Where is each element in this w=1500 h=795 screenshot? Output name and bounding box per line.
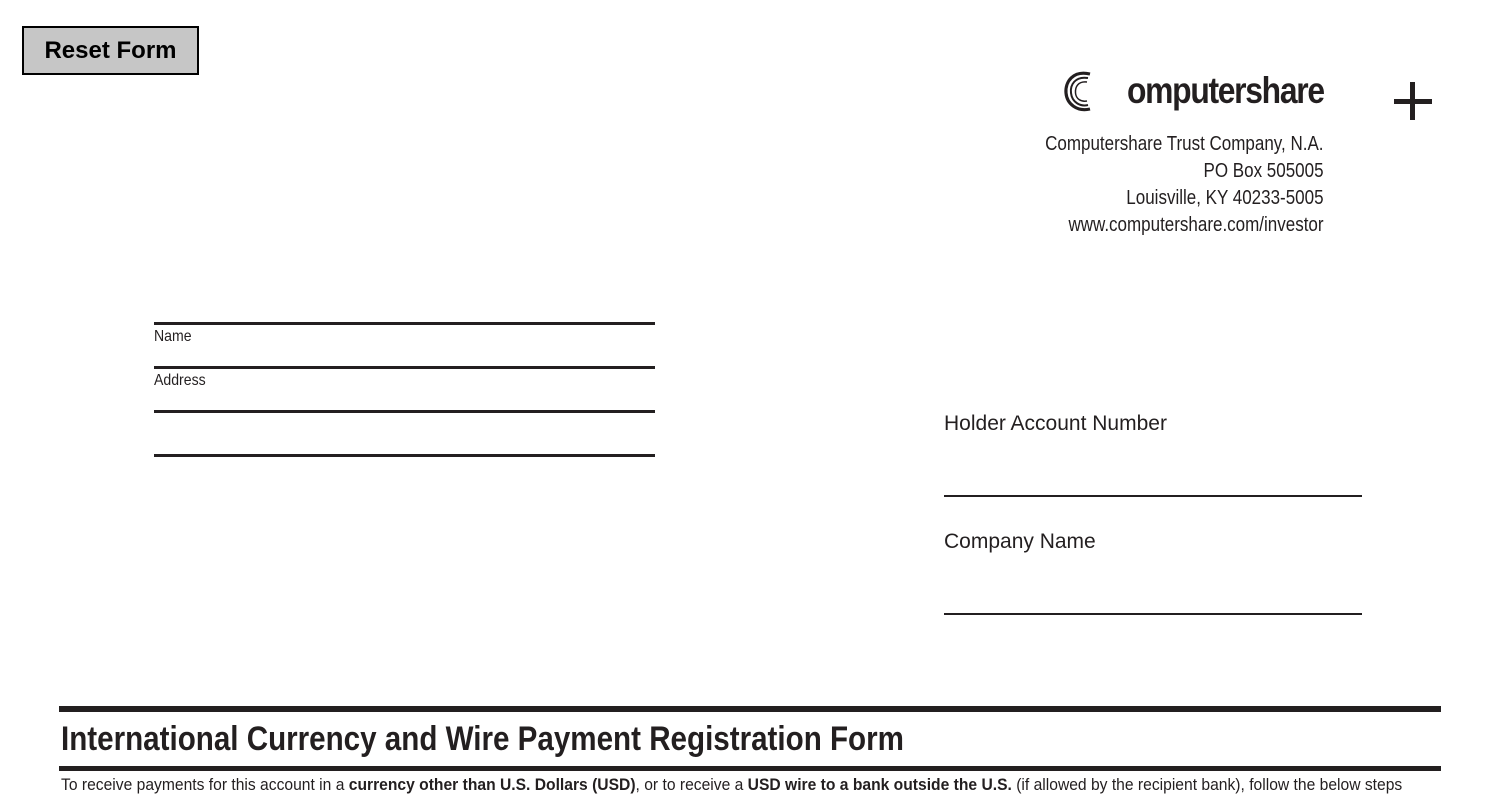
form-intro-text (61, 775, 1402, 795)
intro-text-3: (if allowed by the recipient bank), follow the below steps (1011, 775, 1403, 794)
title-top-rule (59, 706, 1441, 712)
intro-bold-2: USD wire to a bank outside the U.S. (747, 775, 1012, 794)
holder-account-number-label: Holder Account Number (944, 412, 1167, 435)
company-name-field[interactable] (944, 613, 1362, 615)
address-field-3[interactable] (154, 454, 655, 457)
logo-text: omputershare (1127, 70, 1324, 111)
intro-text-2: , or to receive a (635, 775, 748, 794)
reset-form-button[interactable]: Reset Form (22, 26, 199, 75)
name-field[interactable] (154, 322, 655, 366)
address-po-box: PO Box 505005 (1203, 160, 1324, 182)
title-bottom-rule (59, 766, 1441, 771)
computershare-logo (1063, 68, 1324, 114)
intro-bold-1: currency other than U.S. Dollars (USD) (348, 775, 636, 794)
intro-text-1: To receive payments for this account in a (61, 775, 349, 794)
address-field-2[interactable] (154, 410, 655, 454)
address-company: Computershare Trust Company, N.A. (1045, 133, 1324, 155)
holder-account-number-field[interactable] (944, 495, 1362, 497)
name-label: Name (154, 328, 192, 345)
address-city: Louisville, KY 40233-5005 (1126, 187, 1324, 209)
computershare-swirl-icon (1063, 68, 1093, 114)
form-title: International Currency and Wire Payment Registration Form (61, 720, 904, 758)
holder-name-address-block (154, 322, 655, 457)
company-address (996, 131, 1324, 239)
company-name-label: Company Name (944, 530, 1096, 553)
address-label: Address (154, 372, 206, 389)
plus-icon (1391, 80, 1435, 124)
address-field-1[interactable] (154, 366, 655, 410)
address-website: www.computershare.com/investor (1068, 214, 1324, 236)
